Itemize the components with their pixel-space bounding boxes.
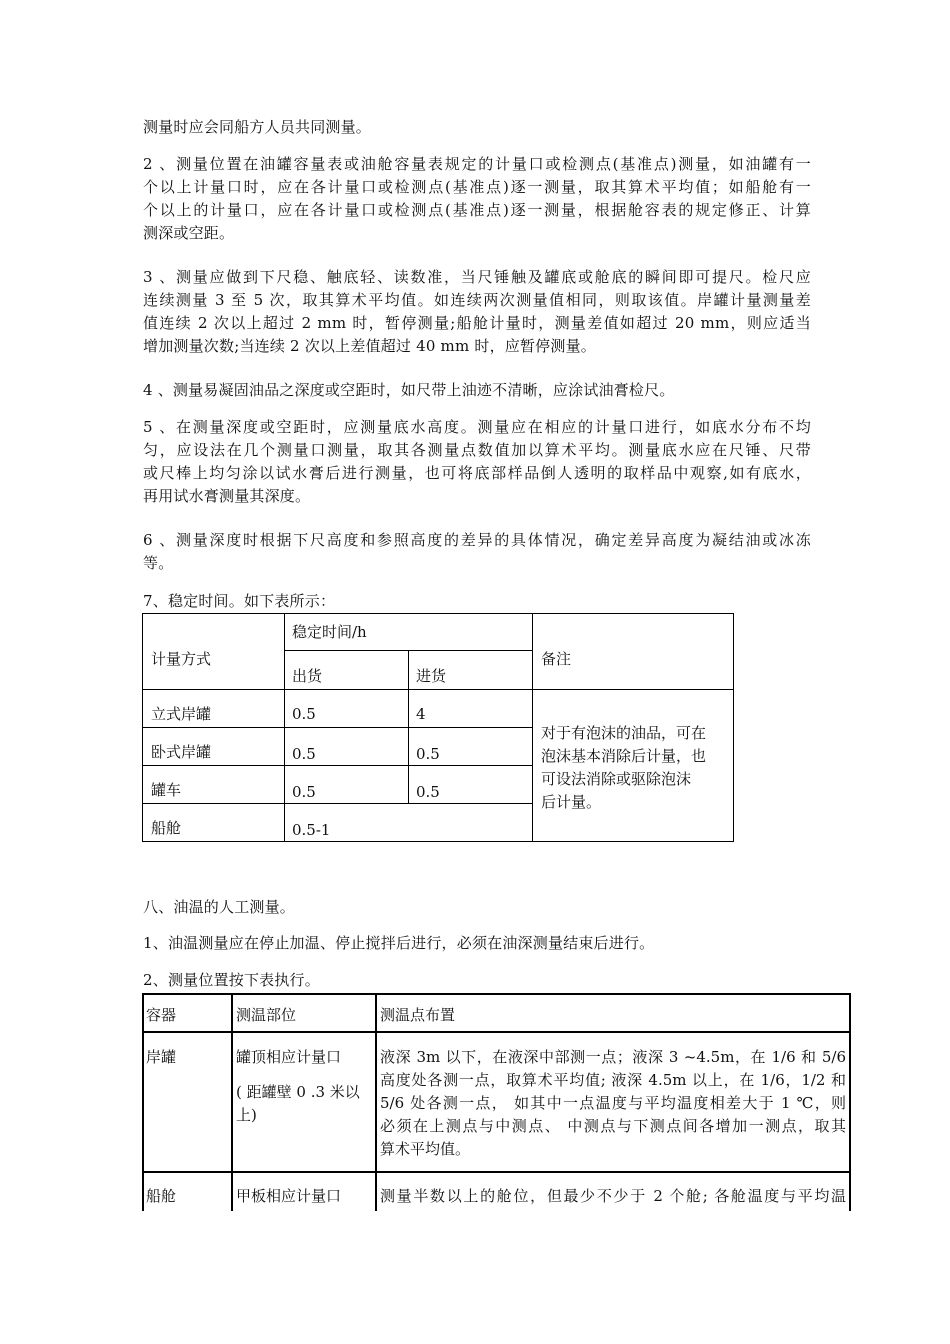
header-note: 备注 [541,650,572,668]
layout-line: 必须在上测点与中测点、 中测点与下测点间各增加一测点，取其 [380,1117,846,1135]
row-layout [380,1046,846,1161]
row-part: 甲板相应计量口 [236,1187,342,1205]
paragraph-4 [143,379,811,402]
header-inbound: 进货 [416,667,447,685]
table-rule [408,650,409,803]
text-line: 或尺棒上均匀涂以试水膏后进行测量，也可将底部样品倒人透明的取样品中观察,如有底水， [143,464,811,482]
row-name: 船舱 [151,819,182,837]
note-cell [541,722,726,814]
row-name: 卧式岸罐 [151,743,212,761]
paragraph-7 [143,590,811,613]
text-line: 个以上计量口时，应在各计量口或检测点(基准点)逐一测量，取其算术平均值；如船舱有一 [143,178,811,196]
row-out: 0.5 [292,705,316,723]
text-line: 4 、测量易凝固油品之深度或空距时，如尺带上油迹不清晰，应涂试油膏检尺。 [143,381,675,399]
text-line: 2、测量位置按下表执行。 [143,971,320,989]
text-line: 八、油温的人工测量。 [143,898,296,916]
table-rule [142,613,143,842]
table-rule [142,993,144,1211]
row-out: 0.5-1 [292,821,331,839]
section-8-heading [143,896,811,919]
row-out: 0.5 [292,783,316,801]
section-8-item-2 [143,969,811,992]
temperature-position-table [142,993,851,1211]
table-rule [142,803,532,804]
row-in: 0.5 [416,783,440,801]
row-container: 岸罐 [146,1048,177,1066]
row-out: 0.5 [292,745,316,763]
row-layout [380,1185,846,1208]
table-rule [142,841,734,842]
part-line: ( 距罐壁 0 .3 米以 [236,1083,360,1101]
table-rule [142,1171,851,1173]
table-rule [849,993,851,1211]
header-method: 计量方式 [151,650,212,668]
stabilization-time-table [142,613,734,842]
row-in: 4 [416,705,426,723]
row-name: 罐车 [151,781,182,799]
row-part [236,1046,372,1127]
text-line: 匀，应设法在几个测量口测量，取其各测量点数值加以算术平均。测量底水应在尺锤、尺带 [143,441,811,459]
header-outbound: 出货 [292,667,323,685]
text-line: 测量时应会同船方人员共同测量。 [143,118,372,136]
paragraph-intro [143,116,811,139]
header-container: 容器 [146,1006,177,1024]
header-layout: 测温点布置 [380,1006,456,1024]
section-8-item-1 [143,932,811,955]
layout-line: 5/6 处各测一点， 如其中一点温度与平均温度相差大于 1 ℃，则 [380,1094,846,1112]
text-line: 测深或空距。 [143,224,235,242]
text-line: 个以上的计量口，应在各计量口或检测点(基准点)逐一测量，根据舱容表的规定修正、计算 [143,201,811,219]
table-rule [733,613,734,842]
text-line: 1、油温测量应在停止加温、停止搅拌后进行，必须在油深测量结束后进行。 [143,934,655,952]
text-line: 等。 [143,554,174,572]
note-line: 后计量。 [541,793,602,811]
table-rule [142,1031,851,1033]
text-line: 7、稳定时间。如下表所示： [143,592,336,610]
table-rule [142,765,532,766]
table-rule [142,689,734,690]
layout-line: 高度处各测一点，取算术平均值; 液深 4.5m 以上，在 1/6，1/2 和 [380,1071,846,1089]
layout-line: 算术平均值。 [380,1140,471,1158]
text-line: 6 、测量深度时根据下尺高度和参照高度的差异的具体情况，确定差异高度为凝结油或冰冻 [143,531,811,549]
table-rule [375,993,377,1211]
layout-line: 液深 3m 以下，在液深中部测一点；液深 3 ~4.5m，在 1/6 和 5/6 [380,1048,846,1066]
header-stabilization-time: 稳定时间/h [292,623,367,641]
row-in: 0.5 [416,745,440,763]
table-rule [142,727,532,728]
paragraph-6 [143,529,811,575]
note-line: 对于有泡沫的油品，可在 [541,724,707,742]
text-line: 连续测量 3 至 5 次，取其算术平均值。如连续两次测量值相同，则取该值。岸罐计量测量差 [143,291,811,309]
text-line: 再用试水膏测量其深度。 [143,487,311,505]
table-rule [532,613,533,842]
header-part: 测温部位 [236,1006,297,1024]
table-rule [142,993,851,995]
text-line: 3 、测量应做到下尺稳、触底轻、读数准，当尺锤触及罐底或舱底的瞬间即可提尺。检尺应 [143,268,811,286]
note-line: 泡沫基本消除后计量，也 [541,747,707,765]
table-rule [231,993,233,1211]
layout-line: 测量半数以上的舱位，但最少不少于 2 个舱; 各舱温度与平均温 [380,1187,846,1205]
part-line: 罐顶相应计量口 [236,1048,342,1066]
note-line: 可设法消除或驱除泡沫 [541,770,692,788]
text-line: 值连续 2 次以上超过 2 mm 时，暂停测量;船舱计量时，测量差值如超过 20 mm，则应适当 [143,314,811,332]
part-line: 上) [236,1106,257,1124]
paragraph-3 [143,266,811,358]
row-container: 船舱 [146,1187,177,1205]
paragraph-5 [143,416,811,508]
text-line: 增加测量次数;当连续 2 次以上差值超过 40 mm 时，应暂停测量。 [143,337,596,355]
table-rule [142,613,734,614]
text-line: 2 、测量位置在油罐容量表或油舱容量表规定的计量口或检测点(基准点)测量，如油罐有一 [143,155,811,173]
table-rule [284,613,285,842]
paragraph-2 [143,153,811,245]
text-line: 5 、在测量深度或空距时，应测量底水高度。测量应在相应的计量口进行，如底水分布不均 [143,418,811,436]
row-name: 立式岸罐 [151,705,212,723]
